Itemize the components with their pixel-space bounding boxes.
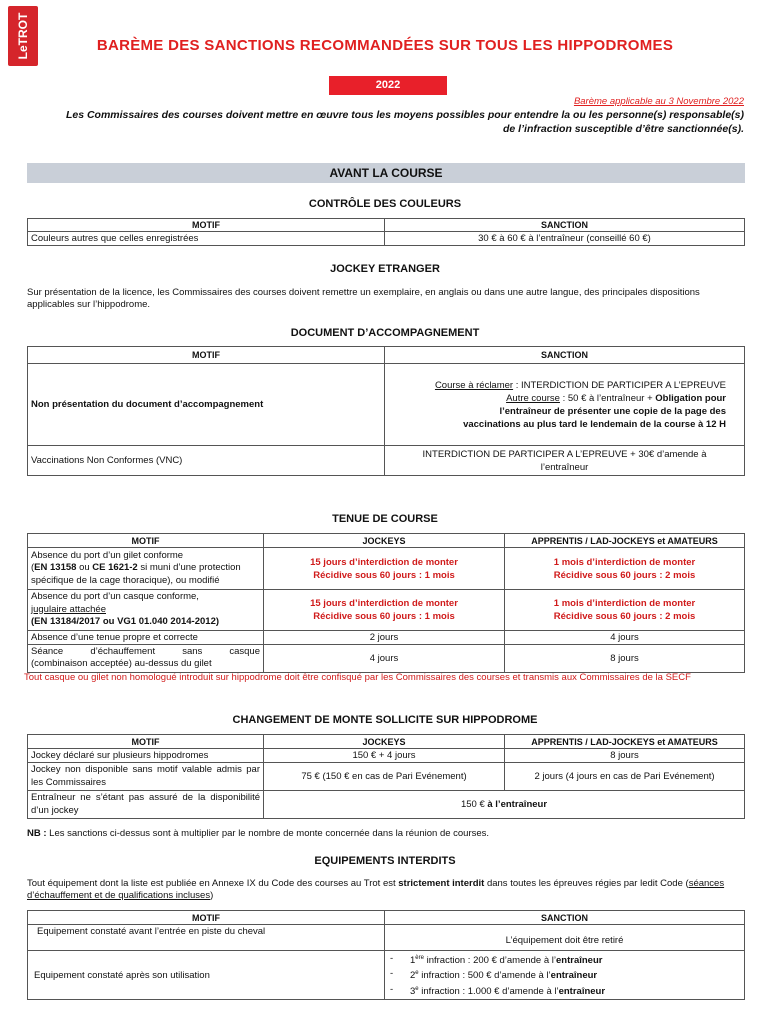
- nb-note: NB : Les sanctions ci-dessus sont à multiplier par le nombre de monte concernée dans la réunion de courses.: [27, 828, 490, 839]
- list-item: - 2e infraction : 500 € d’amende à l’entraîneur: [388, 967, 741, 982]
- table-equipements: [27, 910, 745, 1000]
- cell-motif: Absence d’une tenue propre et correcte: [28, 630, 264, 644]
- heading-changement-monte: CHANGEMENT DE MONTE SOLLICITE SUR HIPPODROME: [232, 714, 538, 726]
- heading-jockey-etranger: JOCKEY ETRANGER: [330, 263, 440, 275]
- cell-motif: Vaccinations Non Conformes (VNC): [28, 446, 385, 476]
- cell-motif: Séance d’échauffement sans casque (combinaison acceptée) au-dessus du gilet: [28, 644, 264, 672]
- col-motif: MOTIF: [28, 347, 385, 364]
- applicable-date: Barème applicable au 3 Novembre 2022: [573, 96, 744, 107]
- intro-text: Les Commissaires des courses doivent mettre en œuvre tous les moyens possibles pour entendre la ou les personne(s) responsable(s) de l’infraction susceptible d’être sanctionnée(s).: [65, 109, 744, 135]
- cell-motif: Absence du port d’un gilet conforme (EN 13158 ou CE 1621-2 si muni d’une protection spécifique de la cage thoracique), ou modifié: [28, 548, 264, 590]
- col-jockeys: JOCKEYS: [264, 735, 505, 749]
- col-sanction: SANCTION: [385, 347, 745, 364]
- col-jockeys: JOCKEYS: [264, 534, 505, 548]
- col-apprentis: APPRENTIS / LAD-JOCKEYS et AMATEURS: [505, 735, 745, 749]
- cell-sanction: 150 € à l’entraîneur: [264, 791, 745, 819]
- cell-apprentis: 1 mois d’interdiction de monter Récidive sous 60 jours : 2 mois: [505, 590, 745, 631]
- cell-jockeys: 15 jours d’interdiction de monter Récidive sous 60 jours : 1 mois: [264, 548, 505, 590]
- cell-apprentis: 4 jours: [505, 630, 745, 644]
- tenue-note: Tout casque ou gilet non homologué introduit sur hippodrome doit être confisqué par les Commissaires des courses et transmis aux Commissaires de la SECF: [24, 672, 691, 683]
- equipements-text: Tout équipement dont la liste est publiée en Annexe IX du Code des courses au Trot est strictement interdit dans toutes les épreuves régies par ledit Code (séances d’échauffement et de qualifications incluses): [27, 878, 725, 901]
- cell-sanction: L’équipement doit être retiré: [385, 925, 745, 951]
- table-changement: [27, 734, 745, 819]
- heading-equipements: EQUIPEMENTS INTERDITS: [314, 855, 456, 867]
- letrot-logo: LeTROT: [8, 6, 38, 66]
- col-motif: MOTIF: [28, 735, 264, 749]
- page-title: BARÈME DES SANCTIONS RECOMMANDÉES SUR TOUS LES HIPPODROMES: [96, 37, 674, 54]
- cell-motif: Jockey non disponible sans motif valable admis par les Commissaires: [28, 763, 264, 791]
- cell-jockeys: 2 jours: [264, 630, 505, 644]
- cell-motif: Absence du port d’un casque conforme, jugulaire attachée (EN 13184/2017 ou VG1 01.040 2014-2012): [28, 590, 264, 631]
- col-motif: MOTIF: [28, 534, 264, 548]
- cell-apprentis: 8 jours: [505, 749, 745, 763]
- heading-tenue-course: TENUE DE COURSE: [332, 513, 438, 525]
- jockey-etranger-text: Sur présentation de la licence, les Commissaires des courses doivent remettre un exemplaire, en anglais ou dans une autre langue, des principales dispositions applicables sur l’hippodrome.: [27, 287, 700, 310]
- cell-sanction: INTERDICTION DE PARTICIPER A L’EPREUVE + 30€ d’amende à l’entraîneur: [385, 446, 745, 476]
- cell-jockeys: 15 jours d’interdiction de monter Récidive sous 60 jours : 1 mois: [264, 590, 505, 631]
- cell-sanction: [385, 951, 745, 1000]
- cell-motif: Entraîneur ne s’étant pas assuré de la disponibilité d’un jockey: [28, 791, 264, 819]
- col-sanction: SANCTION: [385, 911, 745, 925]
- cell-jockeys: 4 jours: [264, 644, 505, 672]
- col-motif: MOTIF: [28, 911, 385, 925]
- section-avant-la-course: AVANT LA COURSE: [27, 163, 745, 183]
- heading-controle-couleurs: CONTRÔLE DES COULEURS: [308, 198, 462, 210]
- col-sanction: SANCTION: [385, 219, 745, 232]
- col-apprentis: APPRENTIS / LAD-JOCKEYS et AMATEURS: [505, 534, 745, 548]
- cell-sanction: 30 € à 60 € à l’entraîneur (conseillé 60 €): [385, 232, 745, 246]
- cell-motif: Jockey déclaré sur plusieurs hippodromes: [28, 749, 264, 763]
- heading-document: DOCUMENT D’ACCOMPAGNEMENT: [290, 327, 480, 339]
- table-tenue: [27, 533, 745, 673]
- cell-apprentis: 2 jours (4 jours en cas de Pari Evénement): [505, 763, 745, 791]
- col-motif: MOTIF: [28, 219, 385, 232]
- cell-jockeys: 150 € + 4 jours: [264, 749, 505, 763]
- cell-sanction: Course à réclamer : INTERDICTION DE PARTICIPER A L’EPREUVE Autre course : 50 € à l’entraîneur + Obligation pour l’entraîneur de présenter une copie de la page des vaccinations au plus tard le lendemain de la course à 12 H: [385, 364, 745, 446]
- cell-motif: Non présentation du document d’accompagnement: [28, 364, 385, 446]
- cell-motif: Couleurs autres que celles enregistrées: [28, 232, 385, 246]
- table-document: [27, 346, 745, 476]
- amende-list: [388, 952, 741, 997]
- cell-apprentis: 8 jours: [505, 644, 745, 672]
- table-couleurs: [27, 218, 745, 246]
- list-item: - 3e infraction : 1.000 € d’amende à l’entraîneur: [388, 983, 741, 998]
- cell-jockeys: 75 € (150 € en cas de Pari Evénement): [264, 763, 505, 791]
- cell-apprentis: 1 mois d’interdiction de monter Récidive sous 60 jours : 2 mois: [505, 548, 745, 590]
- year-badge: 2022: [329, 76, 447, 95]
- list-item: - 1ère infraction : 200 € d’amende à l’entraîneur: [388, 952, 741, 967]
- cell-motif: Equipement constaté avant l’entrée en piste du cheval: [28, 925, 385, 951]
- cell-motif: Equipement constaté après son utilisation: [28, 951, 385, 1000]
